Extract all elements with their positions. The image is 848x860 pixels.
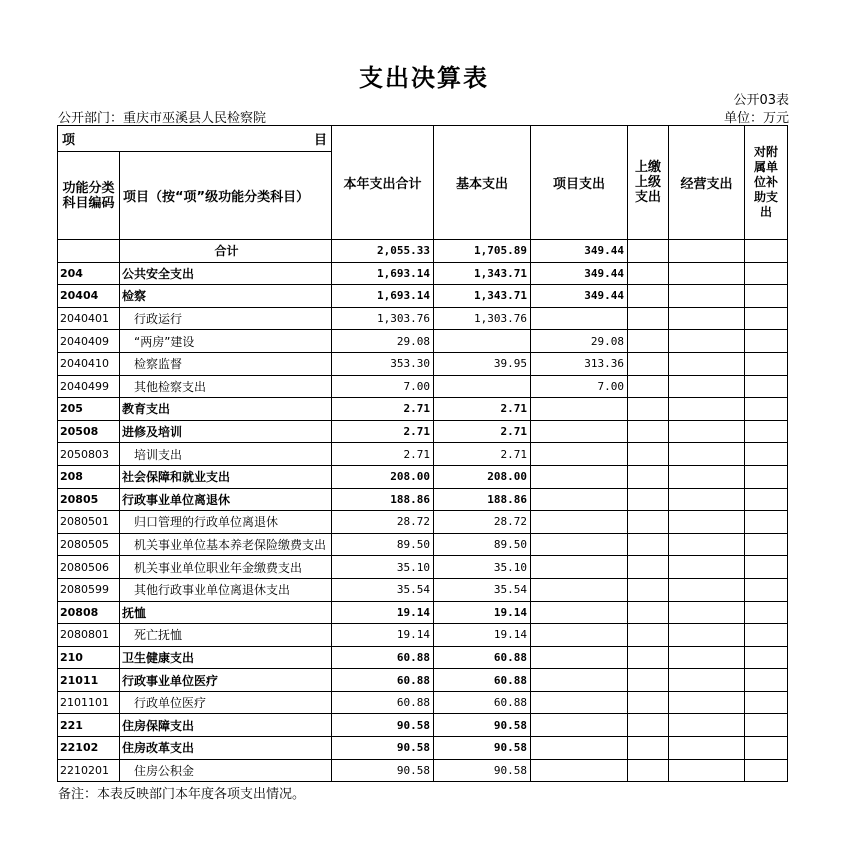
table-row (58, 669, 788, 692)
cell-business (669, 330, 745, 353)
table-row (58, 556, 788, 579)
cell-project (531, 624, 628, 647)
cell-remit (628, 691, 669, 714)
cell-business (669, 307, 745, 330)
cell-business (669, 601, 745, 624)
table-row (58, 759, 788, 782)
cell-name: “两房”建设 (120, 330, 332, 353)
cell-total: 1,693.14 (332, 285, 434, 308)
cell-code: 208 (58, 465, 120, 488)
header-basic: 基本支出 (434, 126, 531, 240)
cell-total: 2.71 (332, 398, 434, 421)
cell-total: 2.71 (332, 443, 434, 466)
table-row (58, 488, 788, 511)
cell-business (669, 488, 745, 511)
cell-basic: 1,303.76 (434, 307, 531, 330)
cell-project: 349.44 (531, 285, 628, 308)
cell-business (669, 669, 745, 692)
cell-code: 20808 (58, 601, 120, 624)
cell-total: 19.14 (332, 624, 434, 647)
cell-project (531, 556, 628, 579)
cell-code: 2040409 (58, 330, 120, 353)
cell-total: 90.58 (332, 714, 434, 737)
cell-business (669, 737, 745, 760)
cell-total: 89.50 (332, 533, 434, 556)
cell-business (669, 646, 745, 669)
cell-subsidy (745, 488, 788, 511)
cell-business (669, 465, 745, 488)
item-header-left: 项 (62, 133, 76, 148)
cell-code: 2210201 (58, 759, 120, 782)
cell-remit (628, 646, 669, 669)
cell-total: 28.72 (332, 511, 434, 534)
header-name: 项目（按“项”级功能分类科目） (120, 152, 332, 240)
cell-basic: 60.88 (434, 669, 531, 692)
cell-business (669, 285, 745, 308)
cell-name: 机关事业单位职业年金缴费支出 (120, 556, 332, 579)
cell-basic (434, 330, 531, 353)
cell-remit (628, 556, 669, 579)
cell-basic: 19.14 (434, 601, 531, 624)
cell-total: 60.88 (332, 691, 434, 714)
cell-name: 其他检察支出 (120, 375, 332, 398)
cell-subsidy (745, 624, 788, 647)
department-label: 公开部门：重庆市巫溪县人民检察院 (58, 111, 267, 126)
header-business: 经营支出 (669, 126, 745, 240)
cell-project (531, 601, 628, 624)
cell-remit (628, 285, 669, 308)
table-row (58, 240, 788, 263)
table-row (58, 352, 788, 375)
cell-basic: 2.71 (434, 443, 531, 466)
cell-total: 1,693.14 (332, 262, 434, 285)
cell-business (669, 352, 745, 375)
cell-name: 行政运行 (120, 307, 332, 330)
item-header-right: 目 (313, 133, 327, 148)
cell-total: 353.30 (332, 352, 434, 375)
cell-basic: 2.71 (434, 398, 531, 421)
cell-subsidy (745, 465, 788, 488)
cell-code: 2040410 (58, 352, 120, 375)
cell-basic: 60.88 (434, 646, 531, 669)
cell-subsidy (745, 307, 788, 330)
cell-project (531, 307, 628, 330)
cell-total: 60.88 (332, 669, 434, 692)
cell-project (531, 488, 628, 511)
cell-total: 90.58 (332, 737, 434, 760)
cell-code: 20805 (58, 488, 120, 511)
table-row (58, 624, 788, 647)
cell-total: 35.10 (332, 556, 434, 579)
header-project: 项目支出 (531, 126, 628, 240)
cell-project: 29.08 (531, 330, 628, 353)
cell-code: 21011 (58, 669, 120, 692)
cell-subsidy (745, 420, 788, 443)
cell-code: 2050803 (58, 443, 120, 466)
cell-name: 教育支出 (120, 398, 332, 421)
cell-basic: 188.86 (434, 488, 531, 511)
cell-name: 行政事业单位医疗 (120, 669, 332, 692)
cell-basic: 89.50 (434, 533, 531, 556)
table-row (58, 737, 788, 760)
cell-subsidy (745, 240, 788, 263)
cell-basic: 208.00 (434, 465, 531, 488)
cell-business (669, 375, 745, 398)
cell-total: 90.58 (332, 759, 434, 782)
cell-basic: 19.14 (434, 624, 531, 647)
table-row (58, 375, 788, 398)
table-row (58, 533, 788, 556)
cell-code: 2080599 (58, 578, 120, 601)
cell-code: 2080505 (58, 533, 120, 556)
cell-project (531, 465, 628, 488)
header-code: 功能分类科目编码 (58, 152, 120, 240)
item-header (58, 126, 332, 152)
cell-project (531, 420, 628, 443)
table-row (58, 398, 788, 421)
cell-name: 行政事业单位离退休 (120, 488, 332, 511)
cell-code: 20508 (58, 420, 120, 443)
cell-total: 29.08 (332, 330, 434, 353)
cell-subsidy (745, 737, 788, 760)
cell-remit (628, 533, 669, 556)
cell-remit (628, 375, 669, 398)
table-row (58, 262, 788, 285)
table-body (58, 240, 788, 782)
table-row (58, 443, 788, 466)
cell-name: 住房改革支出 (120, 737, 332, 760)
cell-business (669, 714, 745, 737)
cell-total: 19.14 (332, 601, 434, 624)
cell-name: 住房公积金 (120, 759, 332, 782)
cell-basic: 60.88 (434, 691, 531, 714)
cell-subsidy (745, 691, 788, 714)
cell-name: 住房保障支出 (120, 714, 332, 737)
cell-business (669, 556, 745, 579)
cell-remit (628, 578, 669, 601)
cell-subsidy (745, 330, 788, 353)
cell-name: 机关事业单位基本养老保险缴费支出 (120, 533, 332, 556)
cell-total: 188.86 (332, 488, 434, 511)
cell-project: 7.00 (531, 375, 628, 398)
cell-project (531, 646, 628, 669)
cell-remit (628, 398, 669, 421)
cell-basic (434, 375, 531, 398)
cell-basic: 35.54 (434, 578, 531, 601)
cell-total: 35.54 (332, 578, 434, 601)
table-row (58, 330, 788, 353)
cell-remit (628, 488, 669, 511)
table-row (58, 420, 788, 443)
cell-business (669, 240, 745, 263)
cell-subsidy (745, 556, 788, 579)
footnote: 备注：本表反映部门本年度各项支出情况。 (58, 787, 306, 802)
table-row (58, 511, 788, 534)
cell-project: 349.44 (531, 262, 628, 285)
cell-basic: 1,705.89 (434, 240, 531, 263)
cell-remit (628, 669, 669, 692)
cell-remit (628, 420, 669, 443)
cell-project (531, 691, 628, 714)
cell-code: 2080501 (58, 511, 120, 534)
header-subsidy: 对附属单位补助支出 (745, 126, 788, 240)
page-title: 支出决算表 (359, 63, 489, 92)
cell-code: 20404 (58, 285, 120, 308)
cell-business (669, 511, 745, 534)
cell-project (531, 669, 628, 692)
cell-remit (628, 511, 669, 534)
cell-total: 1,303.76 (332, 307, 434, 330)
cell-business (669, 420, 745, 443)
cell-subsidy (745, 398, 788, 421)
cell-basic: 2.71 (434, 420, 531, 443)
cell-name: 公共安全支出 (120, 262, 332, 285)
cell-remit (628, 262, 669, 285)
cell-project (531, 578, 628, 601)
cell-project (531, 533, 628, 556)
cell-remit (628, 443, 669, 466)
cell-subsidy (745, 578, 788, 601)
cell-project: 313.36 (531, 352, 628, 375)
header-total: 本年支出合计 (332, 126, 434, 240)
cell-remit (628, 307, 669, 330)
cell-project (531, 443, 628, 466)
cell-name: 其他行政事业单位离退休支出 (120, 578, 332, 601)
cell-business (669, 691, 745, 714)
cell-code: 2040499 (58, 375, 120, 398)
table-row (58, 646, 788, 669)
cell-name: 培训支出 (120, 443, 332, 466)
cell-subsidy (745, 669, 788, 692)
form-number: 公开03表 (733, 93, 789, 108)
cell-code: 2080506 (58, 556, 120, 579)
cell-business (669, 759, 745, 782)
cell-subsidy (745, 262, 788, 285)
cell-total: 7.00 (332, 375, 434, 398)
cell-name: 归口管理的行政单位离退休 (120, 511, 332, 534)
table-header (58, 126, 788, 240)
cell-remit (628, 759, 669, 782)
cell-project (531, 759, 628, 782)
cell-basic: 1,343.71 (434, 262, 531, 285)
cell-basic: 90.58 (434, 759, 531, 782)
cell-code: 2101101 (58, 691, 120, 714)
cell-code: 221 (58, 714, 120, 737)
cell-remit (628, 737, 669, 760)
header-remit: 上缴上级支出 (628, 126, 669, 240)
cell-subsidy (745, 601, 788, 624)
cell-project (531, 398, 628, 421)
cell-subsidy (745, 533, 788, 556)
cell-name: 检察监督 (120, 352, 332, 375)
cell-remit (628, 240, 669, 263)
cell-basic: 1,343.71 (434, 285, 531, 308)
cell-project: 349.44 (531, 240, 628, 263)
cell-project (531, 511, 628, 534)
cell-business (669, 443, 745, 466)
cell-name: 检察 (120, 285, 332, 308)
table-row (58, 714, 788, 737)
table-row (58, 691, 788, 714)
cell-subsidy (745, 375, 788, 398)
cell-subsidy (745, 285, 788, 308)
cell-total: 2,055.33 (332, 240, 434, 263)
cell-name: 进修及培训 (120, 420, 332, 443)
cell-basic: 28.72 (434, 511, 531, 534)
cell-basic: 39.95 (434, 352, 531, 375)
cell-code: 205 (58, 398, 120, 421)
table-row (58, 601, 788, 624)
cell-subsidy (745, 511, 788, 534)
cell-business (669, 398, 745, 421)
table-row (58, 285, 788, 308)
cell-name: 合计 (120, 240, 332, 263)
cell-basic: 35.10 (434, 556, 531, 579)
cell-code: 22102 (58, 737, 120, 760)
cell-business (669, 578, 745, 601)
cell-remit (628, 352, 669, 375)
cell-code: 2040401 (58, 307, 120, 330)
cell-remit (628, 465, 669, 488)
cell-subsidy (745, 352, 788, 375)
cell-subsidy (745, 714, 788, 737)
cell-business (669, 624, 745, 647)
cell-subsidy (745, 759, 788, 782)
cell-name: 死亡抚恤 (120, 624, 332, 647)
cell-project (531, 714, 628, 737)
cell-subsidy (745, 443, 788, 466)
cell-code: 204 (58, 262, 120, 285)
cell-basic: 90.58 (434, 714, 531, 737)
cell-name: 行政单位医疗 (120, 691, 332, 714)
cell-remit (628, 601, 669, 624)
cell-total: 60.88 (332, 646, 434, 669)
cell-name: 社会保障和就业支出 (120, 465, 332, 488)
cell-remit (628, 624, 669, 647)
cell-business (669, 262, 745, 285)
cell-name: 抚恤 (120, 601, 332, 624)
unit-label: 单位：万元 (723, 111, 789, 126)
cell-subsidy (745, 646, 788, 669)
cell-basic: 90.58 (434, 737, 531, 760)
cell-total: 2.71 (332, 420, 434, 443)
cell-business (669, 533, 745, 556)
expenditure-table (57, 125, 788, 782)
cell-code: 210 (58, 646, 120, 669)
table-row (58, 307, 788, 330)
table-row (58, 465, 788, 488)
cell-code: 2080801 (58, 624, 120, 647)
cell-project (531, 737, 628, 760)
table-row (58, 578, 788, 601)
cell-code (58, 240, 120, 263)
cell-remit (628, 330, 669, 353)
cell-name: 卫生健康支出 (120, 646, 332, 669)
cell-remit (628, 714, 669, 737)
cell-total: 208.00 (332, 465, 434, 488)
